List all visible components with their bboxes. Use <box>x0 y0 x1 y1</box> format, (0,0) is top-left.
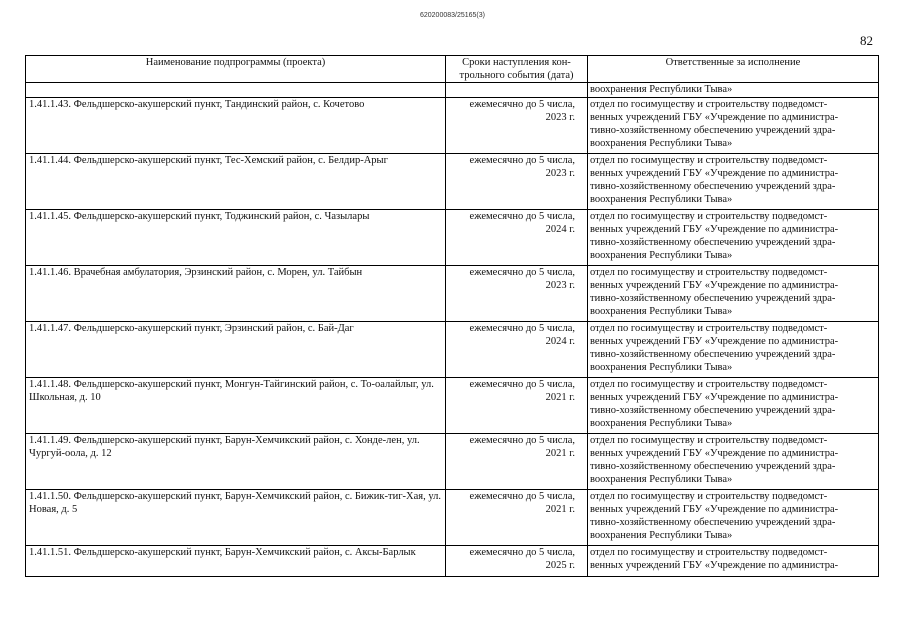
responsible-line: отдел по госимуществу и строительству подведомст- <box>590 434 828 446</box>
table-row <box>26 377 879 433</box>
responsible-line: воохранения Республики Тыва» <box>590 138 733 150</box>
responsible-line: воохранения Республики Тыва» <box>590 474 733 486</box>
responsible-line: отдел по госимуществу и строительству подведомст- <box>590 154 828 166</box>
responsible-cell <box>588 545 879 576</box>
subprogram-name-cell: 1.41.1.49. Фельдшерско-акушерский пункт, Барун-Хемчикский район, с. Хонде-лен, ул. Чургуй-оола, д. 12 <box>26 433 446 489</box>
control-date-line: ежемесячно до 5 числа, <box>469 434 575 446</box>
responsible-cell <box>588 153 879 209</box>
responsible-line: венных учреждений ГБУ «Учреждение по администра- <box>590 279 839 291</box>
responsible-line: отдел по госимуществу и строительству подведомст- <box>590 266 828 278</box>
table-row <box>26 545 879 576</box>
control-date-cell <box>446 377 588 433</box>
control-date-cell <box>446 97 588 153</box>
responsible-line: воохранения Республики Тыва» <box>590 530 733 542</box>
responsible-line: тивно-хозяйственному обеспечению учреждений здра- <box>590 237 836 249</box>
control-date-line: ежемесячно до 5 числа, <box>469 98 575 110</box>
subprogram-table <box>25 55 879 577</box>
control-date-line: 2024 г. <box>545 335 575 347</box>
header-control-date <box>446 56 588 83</box>
control-date-line: ежемесячно до 5 числа, <box>469 266 575 278</box>
control-date-line: 2023 г. <box>545 279 575 291</box>
responsible-cell <box>588 209 879 265</box>
control-date-line: 2021 г. <box>545 447 575 459</box>
control-date-line: 2023 г. <box>545 111 575 123</box>
control-date-cell <box>446 265 588 321</box>
responsible-line: венных учреждений ГБУ «Учреждение по администра- <box>590 111 839 123</box>
responsible-line: тивно-хозяйственному обеспечению учреждений здра- <box>590 461 836 473</box>
table-row <box>26 321 879 377</box>
subprogram-name-cell: 1.41.1.43. Фельдшерско-акушерский пункт, Тандинский район, с. Кочетово <box>26 97 446 153</box>
responsible-cell <box>588 321 879 377</box>
continuation-text: воохранения Республики Тыва» <box>588 83 879 97</box>
table-row <box>26 153 879 209</box>
page-number: 82 <box>860 33 873 48</box>
responsible-line: венных учреждений ГБУ «Учреждение по администра- <box>590 335 839 347</box>
responsible-line: воохранения Республики Тыва» <box>590 250 733 262</box>
responsible-cell <box>588 97 879 153</box>
control-date-cell <box>446 433 588 489</box>
control-date-line: 2025 г. <box>545 559 575 571</box>
responsible-line: воохранения Республики Тыва» <box>590 194 733 206</box>
control-date-line: ежемесячно до 5 числа, <box>469 378 575 390</box>
responsible-line: тивно-хозяйственному обеспечению учреждений здра- <box>590 181 836 193</box>
subprogram-name-cell: 1.41.1.48. Фельдшерско-акушерский пункт, Монгун-Тайгинский район, с. То-оалайлыг, ул. Школьная, д. 10 <box>26 377 446 433</box>
control-date-line: ежемесячно до 5 числа, <box>469 546 575 558</box>
control-date-line: ежемесячно до 5 числа, <box>469 322 575 334</box>
header-responsible: Ответственные за исполнение <box>588 56 879 83</box>
control-date-cell <box>446 209 588 265</box>
control-date-line: ежемесячно до 5 числа, <box>469 154 575 166</box>
responsible-line: тивно-хозяйственному обеспечению учреждений здра- <box>590 517 836 529</box>
responsible-line: отдел по госимуществу и строительству подведомст- <box>590 490 828 502</box>
responsible-line: тивно-хозяйственному обеспечению учреждений здра- <box>590 125 836 137</box>
table-row <box>26 209 879 265</box>
responsible-line: отдел по госимуществу и строительству подведомст- <box>590 98 828 110</box>
responsible-line: венных учреждений ГБУ «Учреждение по администра- <box>590 223 839 235</box>
header-control-date-line: трольного события (дата) <box>459 70 574 82</box>
control-date-cell <box>446 321 588 377</box>
responsible-line: отдел по госимуществу и строительству подведомст- <box>590 378 828 390</box>
responsible-cell <box>588 377 879 433</box>
responsible-line: отдел по госимуществу и строительству подведомст- <box>590 210 828 222</box>
control-date-line: 2021 г. <box>545 503 575 515</box>
responsible-line: венных учреждений ГБУ «Учреждение по администра- <box>590 167 839 179</box>
responsible-line: воохранения Республики Тыва» <box>590 362 733 374</box>
header-subprogram-name: Наименование подпрограммы (проекта) <box>26 56 446 83</box>
subprogram-name-cell: 1.41.1.50. Фельдшерско-акушерский пункт, Барун-Хемчикский район, с. Бижик-тиг-Хая, ул. Новая, д. 5 <box>26 489 446 545</box>
responsible-line: венных учреждений ГБУ «Учреждение по администра- <box>590 447 839 459</box>
table-row <box>26 97 879 153</box>
document-code: 620200083/25165(3) <box>419 12 485 19</box>
responsible-line: тивно-хозяйственному обеспечению учреждений здра- <box>590 405 836 417</box>
control-date-cell <box>446 545 588 576</box>
subprogram-name-cell: 1.41.1.44. Фельдшерско-акушерский пункт, Тес-Хемский район, с. Белдир-Арыг <box>26 153 446 209</box>
subprogram-name-cell: 1.41.1.47. Фельдшерско-акушерский пункт, Эрзинский район, с. Бай-Даг <box>26 321 446 377</box>
responsible-line: отдел по госимуществу и строительству подведомст- <box>590 322 828 334</box>
responsible-line: отдел по госимуществу и строительству подведомст- <box>590 546 828 558</box>
control-date-cell <box>446 489 588 545</box>
table-row <box>26 433 879 489</box>
control-date-cell <box>446 153 588 209</box>
responsible-cell <box>588 433 879 489</box>
subprogram-name-cell: 1.41.1.51. Фельдшерско-акушерский пункт, Барун-Хемчикский район, с. Аксы-Барлык <box>26 545 446 576</box>
control-date-line: 2021 г. <box>545 391 575 403</box>
responsible-cell <box>588 265 879 321</box>
continuation-empty-cell <box>446 83 588 97</box>
subprogram-name-cell: 1.41.1.45. Фельдшерско-акушерский пункт, Тоджинский район, с. Чазылары <box>26 209 446 265</box>
responsible-line: венных учреждений ГБУ «Учреждение по администра- <box>590 559 839 571</box>
header-control-date-line: Сроки наступления кон- <box>462 57 571 68</box>
control-date-line: ежемесячно до 5 числа, <box>469 490 575 502</box>
responsible-line: тивно-хозяйственному обеспечению учреждений здра- <box>590 293 836 305</box>
responsible-line: воохранения Республики Тыва» <box>590 418 733 430</box>
responsible-line: воохранения Республики Тыва» <box>590 306 733 318</box>
responsible-cell <box>588 489 879 545</box>
responsible-line: тивно-хозяйственному обеспечению учреждений здра- <box>590 349 836 361</box>
continuation-empty-cell <box>26 83 446 97</box>
responsible-line: венных учреждений ГБУ «Учреждение по администра- <box>590 503 839 515</box>
control-date-line: ежемесячно до 5 числа, <box>469 210 575 222</box>
table-header-row <box>26 56 879 83</box>
continuation-row <box>26 83 879 97</box>
control-date-line: 2024 г. <box>545 223 575 235</box>
control-date-line: 2023 г. <box>545 167 575 179</box>
responsible-line: венных учреждений ГБУ «Учреждение по администра- <box>590 391 839 403</box>
table-row <box>26 489 879 545</box>
table-row <box>26 265 879 321</box>
subprogram-name-cell: 1.41.1.46. Врачебная амбулатория, Эрзинский район, с. Морен, ул. Тайбын <box>26 265 446 321</box>
